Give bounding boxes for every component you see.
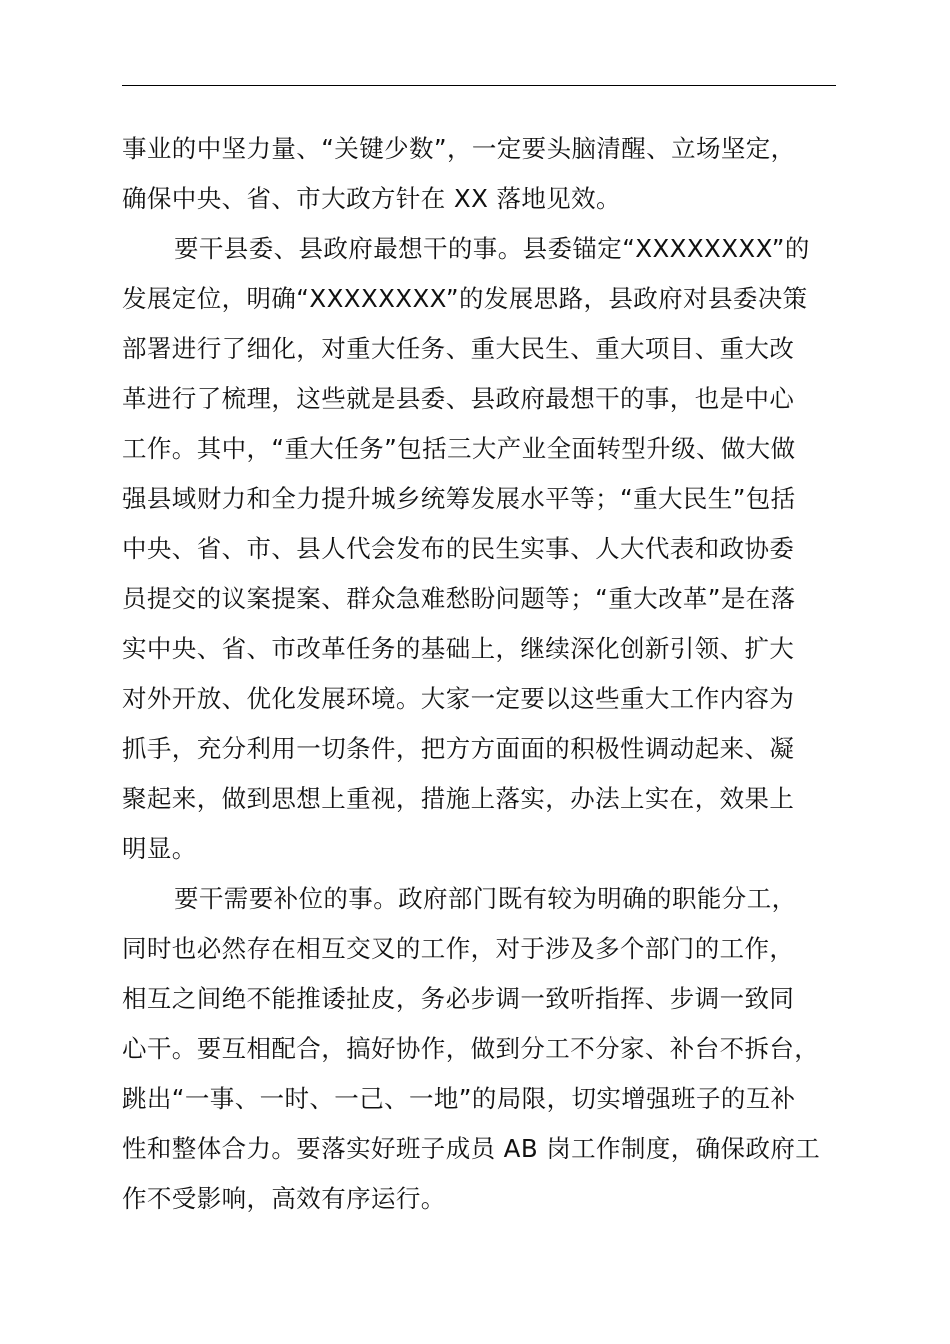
text-line: 跳出“一事、一时、一己、一地”的局限，切实增强班子的互补 (122, 1084, 796, 1113)
text-line: 作不受影响，高效有序运行。 (122, 1184, 446, 1213)
text-line: 强县域财力和全力提升城乡统筹发展水平等；“重大民生”包括 (122, 484, 796, 513)
text-line: 发展定位，明确“XXXXXXXX”的发展思路，县政府对县委决策 (122, 284, 808, 313)
text-line: 事业的中坚力量、“关键少数”，一定要头脑清醒、立场坚定， (122, 134, 796, 163)
header-rule (122, 85, 836, 86)
text-line: 抓手，充分利用一切条件，把方方面面的积极性调动起来、凝 (122, 734, 795, 763)
paragraph-start-line: 要干县委、县政府最想干的事。县委锚定“XXXXXXXX”的 (174, 234, 810, 263)
paragraph-start-line: 要干需要补位的事。政府部门既有较为明确的职能分工， (174, 884, 797, 913)
document-body (122, 124, 842, 1224)
text-line: 部署进行了细化，对重大任务、重大民生、重大项目、重大改 (122, 334, 795, 363)
text-line: 员提交的议案提案、群众急难愁盼问题等；“重大改革”是在落 (122, 584, 796, 613)
text-line: 聚起来，做到思想上重视，措施上落实，办法上实在，效果上 (122, 784, 795, 813)
text-line: 对外开放、优化发展环境。大家一定要以这些重大工作内容为 (122, 684, 795, 713)
text-line: 性和整体合力。要落实好班子成员 AB 岗工作制度，确保政府工 (122, 1134, 821, 1163)
text-line: 相互之间绝不能推诿扯皮，务必步调一致听指挥、步调一致同 (122, 984, 795, 1013)
text-line: 革进行了梳理，这些就是县委、县政府最想干的事，也是中心 (122, 384, 795, 413)
text-line: 确保中央、省、市大政方针在 XX 落地见效。 (122, 184, 621, 213)
text-line: 心干。要互相配合，搞好协作，做到分工不分家、补台不拆台， (122, 1034, 820, 1063)
text-line: 同时也必然存在相互交叉的工作，对于涉及多个部门的工作， (122, 934, 795, 963)
text-line: 实中央、省、市改革任务的基础上，继续深化创新引领、扩大 (122, 634, 795, 663)
text-line: 工作。其中，“重大任务”包括三大产业全面转型升级、做大做 (122, 434, 796, 463)
text-line: 中央、省、市、县人代会发布的民生实事、人大代表和政协委 (122, 534, 795, 563)
text-line: 明显。 (122, 834, 197, 863)
